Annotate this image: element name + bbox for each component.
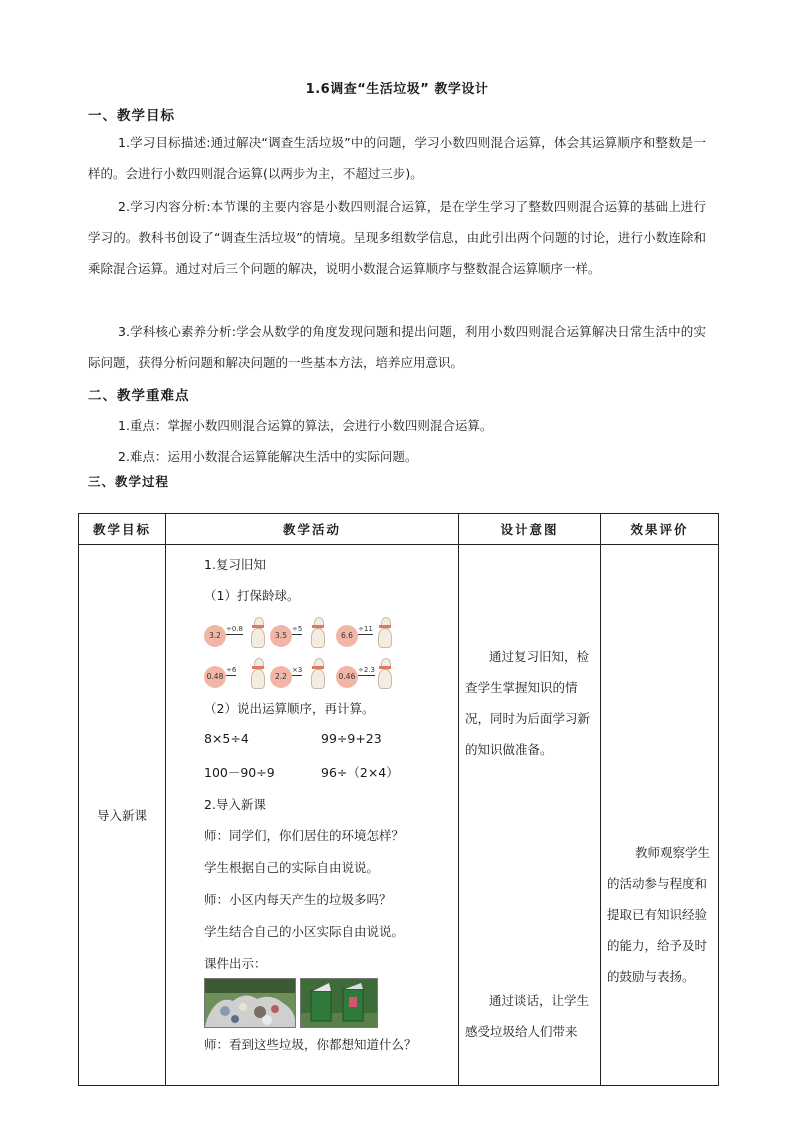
header-goal: 教学目标: [79, 514, 166, 545]
intent-text-2: 通过谈话，让学生感受垃圾给人们带来: [465, 993, 590, 1039]
bowling-ball: 0.46: [336, 666, 358, 688]
section-heading-process: 三、教学过程: [88, 474, 170, 489]
activity-cell: [166, 545, 459, 1086]
header-intent: 设计意图: [459, 514, 601, 545]
evaluation-text: 教师观察学生的活动参与程度和提取已有知识经验的能力，给予及时的鼓励与表扬。: [607, 845, 711, 984]
activity-bowling-label: （1）打保龄球。: [204, 588, 300, 603]
activity-line: 学生根据自己的实际自由说说。: [204, 860, 380, 875]
expression: 8×5÷4: [204, 731, 249, 746]
document-title: 1.6调查“生活垃圾” 教学设计: [305, 82, 489, 97]
bowling-pin-icon: [311, 658, 325, 688]
activity-line: 师：小区内每天产生的垃圾多吗？: [204, 892, 392, 907]
bowling-pin-icon: [378, 658, 392, 688]
bowling-ball: 6.6: [336, 625, 358, 647]
keypoint-2: 2.难点：运用小数混合运算能解决生活中的实际问题。: [118, 449, 418, 464]
activity-line: 学生结合自己的小区实际自由说说。: [204, 924, 405, 939]
bowling-operation: ÷5: [292, 625, 303, 633]
bowling-ball: 0.48: [204, 666, 226, 688]
table-header-row: [79, 514, 719, 545]
bowling-operation: ÷6: [226, 666, 237, 674]
activity-intro-heading: 2.导入新课: [204, 797, 266, 812]
goal-cell: 导入新课: [79, 545, 166, 1086]
bowling-pin-icon: [251, 617, 265, 647]
bowling-pin-icon: [251, 658, 265, 688]
activity-order-label: （2）说出运算顺序，再计算。: [204, 701, 375, 716]
activity-line: 师：同学们，你们居住的环境怎样？: [204, 828, 405, 843]
header-activity: 教学活动: [166, 514, 459, 545]
goal-paragraph-3: 3.学科核心素养分析:学会从数学的角度发现问题和提出问题，利用小数四则混合运算解决日常生活中的实际问题，获得分析问题和解决问题的一些基本方法，培养应用意识。: [88, 324, 706, 370]
goal-paragraph-1: 1.学习目标描述:通过解决“调查生活垃圾”中的问题，学习小数四则混合运算，体会其运算顺序和整数是一样的。会进行小数四则混合运算(以两步为主，不超过三步)。: [88, 135, 706, 181]
bowling-ball: 2.2: [270, 666, 292, 688]
header-evaluation: 效果评价: [601, 514, 719, 545]
bowling-pin-icon: [311, 617, 325, 647]
evaluation-cell: [601, 545, 719, 1086]
bowling-pin-icon: [378, 617, 392, 647]
bowling-operation: ÷11: [358, 625, 373, 633]
activity-line: 课件出示：: [204, 956, 267, 971]
section-heading-goals: 一、教学目标: [88, 108, 175, 124]
bowling-ball: 3.5: [270, 625, 292, 647]
expression: 99÷9+23: [321, 731, 382, 746]
bowling-operation: ×3: [292, 666, 303, 674]
garbage-pile-photo: [204, 978, 296, 1028]
expression: 100－90÷9: [204, 765, 275, 780]
activity-review-heading: 1.复习旧知: [204, 557, 266, 572]
table-row: [79, 545, 719, 1086]
bowling-operation: ÷2.3: [358, 666, 375, 674]
process-table: [78, 513, 719, 1086]
intent-text-1: 通过复习旧知，检查学生掌握知识的情况，同时为后面学习新的知识做准备。: [465, 649, 591, 757]
goal-paragraph-2: 2.学习内容分析:本节课的主要内容是小数四则混合运算，是在学生学习了整数四则混合运算的基础上进行学习的。教科书创设了“调查生活垃圾”的情境。呈现多组数学信息，由此引出两个问题的讨论，进行小数连除和乘除混合运算。通过对后三个问题的解决，说明小数混合运算顺序与整数混合运算顺序一样。: [88, 199, 706, 276]
intent-cell: [459, 545, 601, 1086]
keypoint-1: 1.重点：掌握小数四则混合运算的算法，会进行小数四则混合运算。: [118, 418, 493, 433]
bowling-ball: 3.2: [204, 625, 226, 647]
activity-line: 师：看到这些垃圾，你都想知道什么？: [204, 1037, 417, 1052]
section-heading-keypoints: 二、教学重难点: [88, 388, 190, 404]
expression: 96÷（2×4）: [321, 765, 399, 780]
bowling-operation: ÷0.8: [226, 625, 243, 633]
trash-bins-photo: [300, 978, 378, 1028]
